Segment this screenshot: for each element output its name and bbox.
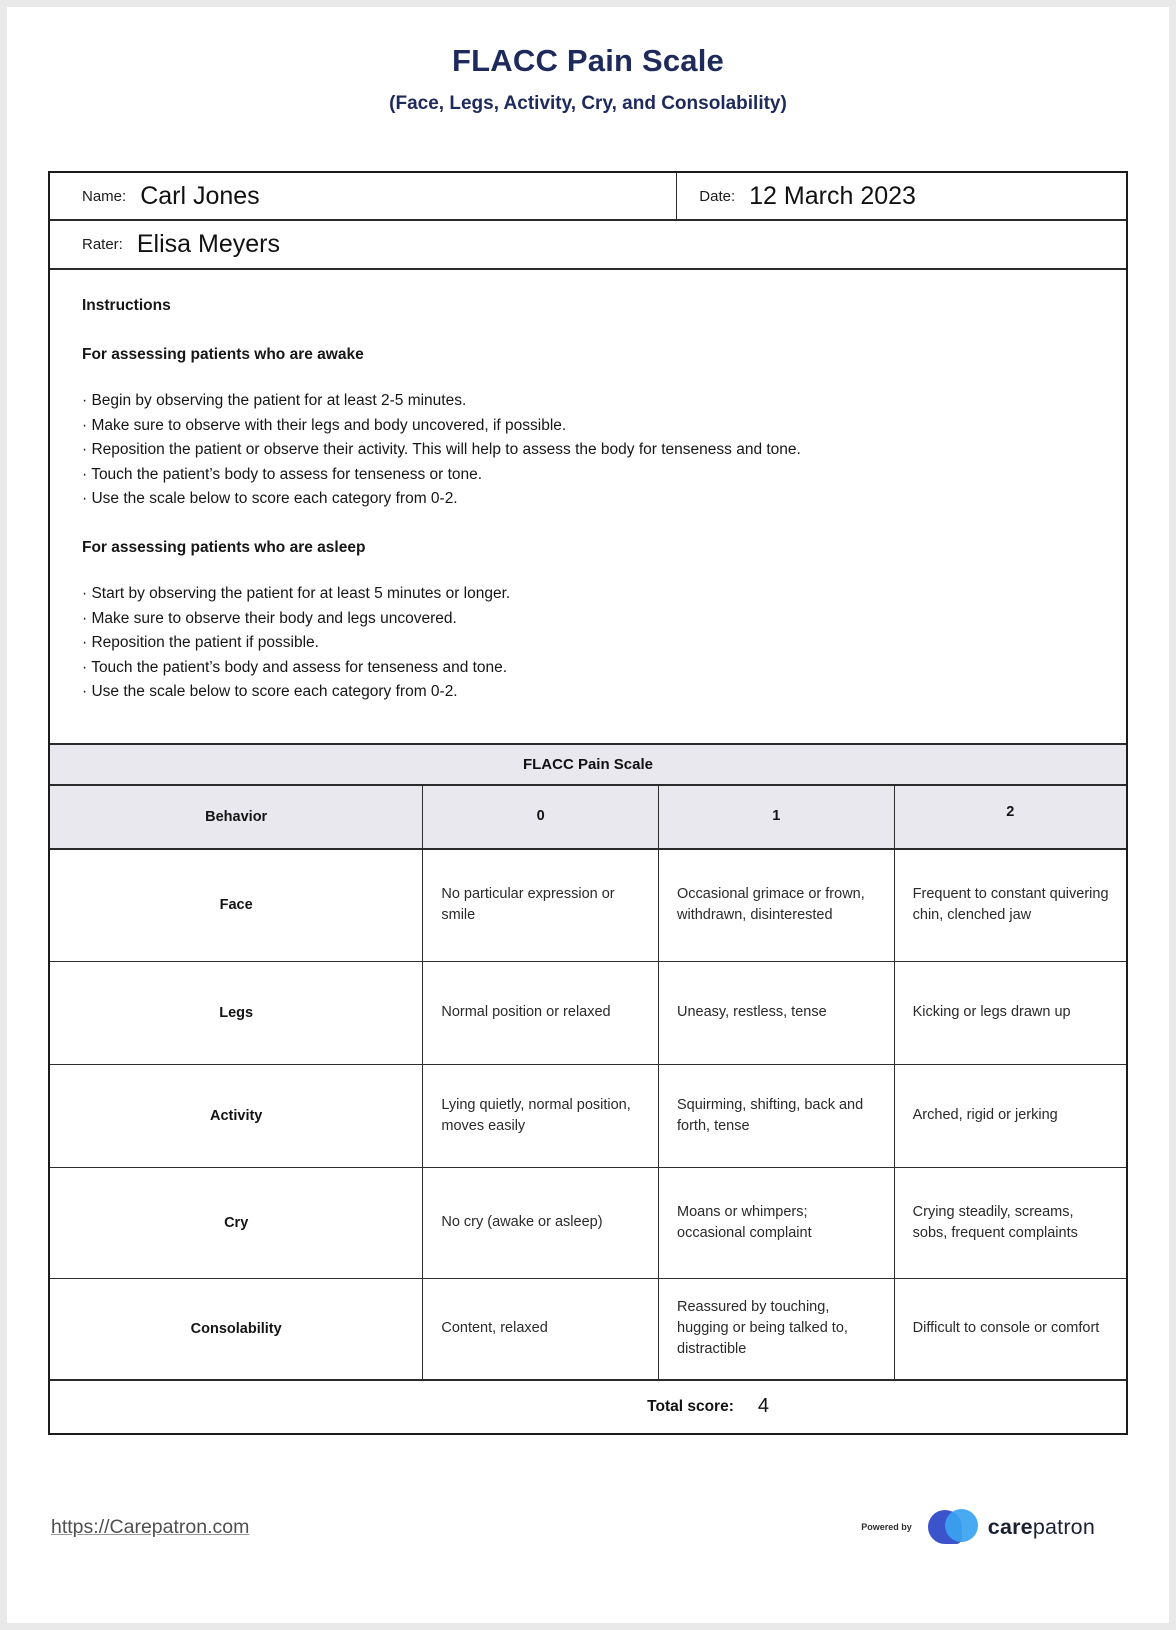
asleep-item: · Use the scale below to score each category from 0-2. [82, 683, 458, 700]
score1-cell: Reassured by touching, hugging or being talked to, distractible [659, 1279, 895, 1379]
date-field [677, 173, 1126, 219]
score0-cell: Normal position or relaxed [423, 962, 659, 1064]
table-row-consolability [50, 1278, 1126, 1379]
behavior-cell: Legs [50, 962, 423, 1064]
header-behavior: Behavior [50, 786, 423, 848]
awake-item: · Touch the patient’s body to assess for tenseness or tone. [82, 465, 483, 483]
header-score-2: 2 [1006, 803, 1015, 820]
table-caption: FLACC Pain Scale [50, 743, 1126, 784]
asleep-item: · Reposition the patient if possible. [82, 634, 319, 651]
total-score-row [50, 1379, 1126, 1433]
instructions-section [50, 270, 1126, 743]
brand-name [988, 1515, 1095, 1540]
form-container [48, 171, 1128, 1435]
table-row-legs [50, 961, 1126, 1064]
score0-cell: Lying quietly, normal position, moves easily [423, 1065, 659, 1167]
brand-footer [861, 1509, 1095, 1545]
score2-cell: Crying steadily, screams, sobs, frequent complaints [912, 1203, 1078, 1241]
behavior-cell: Face [50, 850, 423, 961]
asleep-item: · Make sure to observe their body and legs uncovered. [82, 609, 457, 627]
name-field [50, 173, 677, 219]
total-score-value: 4 [757, 1395, 769, 1417]
table-row-activity [50, 1064, 1126, 1167]
powered-by-label: Powered by [861, 1522, 912, 1532]
document-page [7, 7, 1169, 1623]
brand-name-care: care [987, 1514, 1033, 1539]
awake-item: · Reposition the patient or observe their activity. This will help to assess the body for tenseness and tone. [82, 441, 801, 458]
header-score-0: 0 [423, 786, 659, 848]
score1-cell: Uneasy, restless, tense [659, 962, 895, 1064]
score0-cell: No particular expression or smile [423, 850, 659, 961]
date-value: 12 March 2023 [749, 181, 916, 210]
score2-cell: Frequent to constant quivering chin, clenched jaw [912, 886, 1109, 923]
carepatron-link[interactable]: https://Carepatron.com [51, 1516, 250, 1538]
score1-cell: Moans or whimpers; occasional complaint [659, 1168, 895, 1278]
asleep-item: · Start by observing the patient for at least 5 minutes or longer. [82, 585, 511, 602]
rater-row [50, 221, 1126, 270]
behavior-cell: Consolability [50, 1279, 423, 1379]
score0-cell: No cry (awake or asleep) [423, 1168, 659, 1278]
total-score-label: Total score: [647, 1397, 734, 1415]
awake-heading: For assessing patients who are awake [82, 345, 364, 363]
document-header [7, 7, 1169, 115]
behavior-cell: Cry [50, 1168, 423, 1278]
name-value: Carl Jones [140, 181, 260, 210]
name-label: Name: [82, 187, 127, 205]
name-date-row [50, 173, 1126, 221]
rater-value: Elisa Meyers [136, 230, 280, 258]
asleep-item: · Touch the patient’s body and assess for tenseness and tone. [82, 658, 508, 676]
rater-field [50, 221, 1126, 268]
instructions-heading: Instructions [82, 297, 171, 314]
awake-item: · Make sure to observe with their legs and body uncovered, if possible. [82, 416, 567, 434]
score1-cell: Squirming, shifting, back and forth, tense [659, 1065, 895, 1167]
brand-name-patron: patron [1032, 1514, 1095, 1539]
carepatron-logo-icon [928, 1509, 980, 1545]
awake-item: · Begin by observing the patient for at least 2-5 minutes. [82, 392, 467, 409]
score1-cell: Occasional grimace or frown, withdrawn, disinterested [659, 850, 895, 961]
rater-label: Rater: [82, 236, 123, 253]
logo-circle-light [945, 1509, 978, 1542]
awake-item: · Use the scale below to score each category from 0-2. [82, 490, 458, 507]
page-subtitle: (Face, Legs, Activity, Cry, and Consolability) [389, 93, 787, 114]
score2-cell: Difficult to console or comfort [912, 1320, 1100, 1336]
score0-cell: Content, relaxed [423, 1279, 659, 1379]
page-title: FLACC Pain Scale [452, 43, 724, 78]
header-score-1: 1 [659, 786, 895, 848]
asleep-heading: For assessing patients who are asleep [82, 538, 366, 556]
table-row-face [50, 848, 1126, 961]
date-label: Date: [699, 187, 736, 205]
table-row-cry [50, 1167, 1126, 1278]
behavior-cell: Activity [50, 1065, 423, 1167]
score2-cell: Arched, rigid or jerking [912, 1107, 1058, 1123]
table-header-row [50, 784, 1126, 848]
score2-cell: Kicking or legs drawn up [912, 1004, 1071, 1020]
